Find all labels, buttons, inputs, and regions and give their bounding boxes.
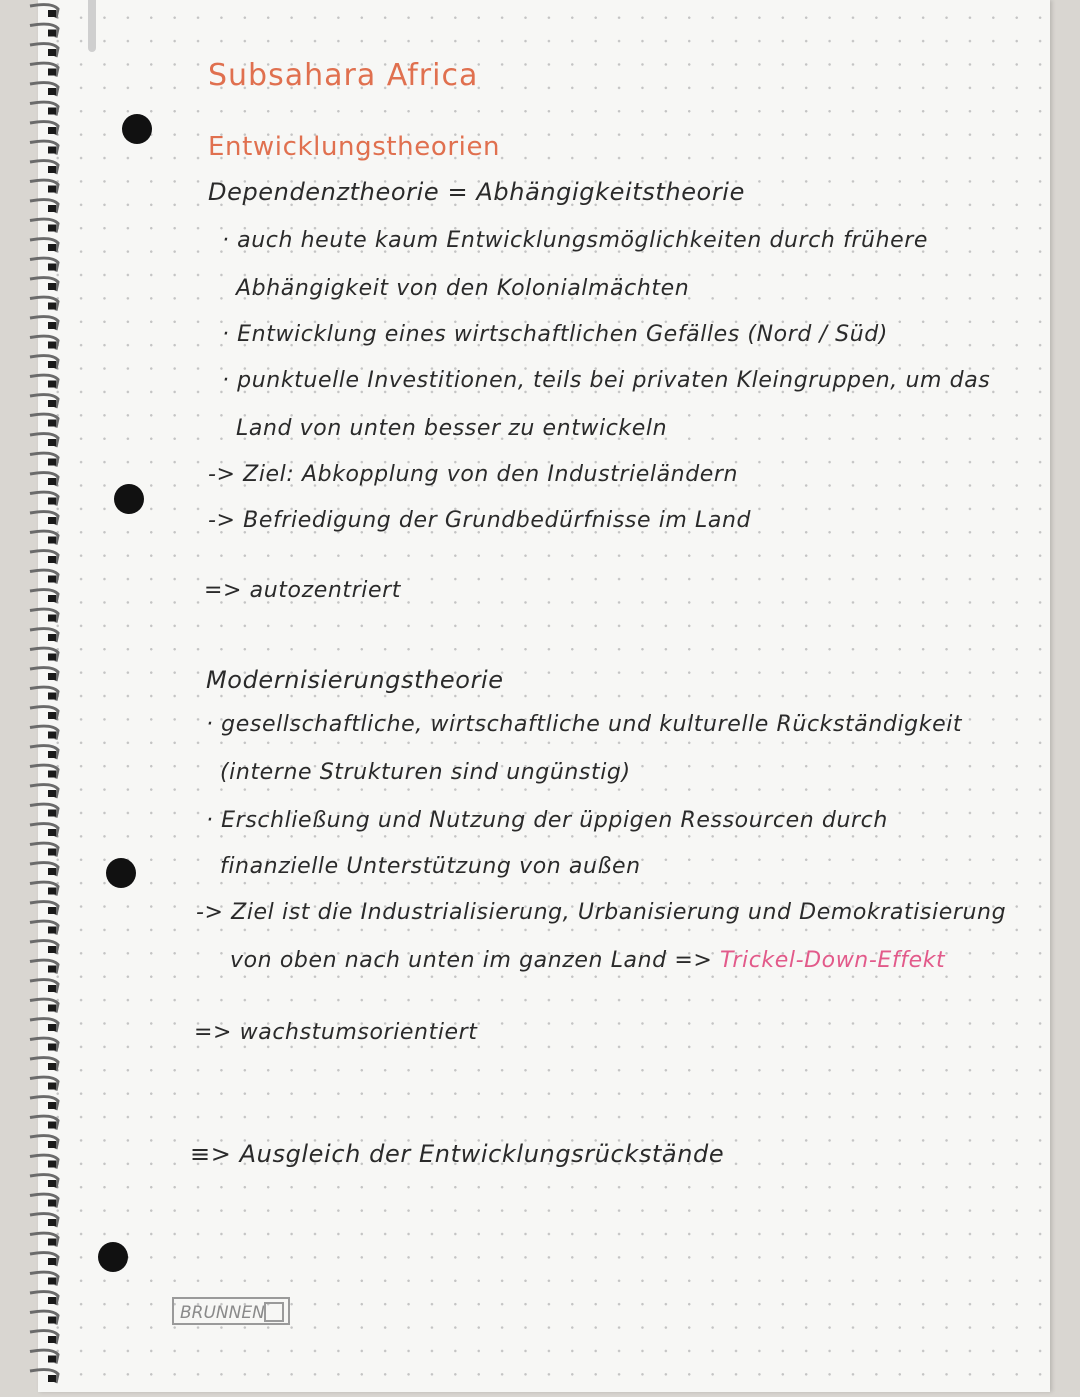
spiral-hole: [48, 1063, 56, 1070]
spiral-hole: [48, 810, 56, 817]
spiral-hole: [48, 1219, 56, 1226]
spiral-hole: [48, 1024, 56, 1031]
spiral-hole: [48, 322, 56, 329]
brand-name: BRUNNEN: [180, 1303, 265, 1323]
brand-icon: [264, 1302, 284, 1322]
punch-hole: [122, 114, 152, 144]
spiral-hole: [48, 205, 56, 212]
spiral-hole: [48, 556, 56, 563]
note-line: -> Befriedigung der Grundbedürfnisse im Land: [208, 508, 752, 533]
spiral-hole: [48, 459, 56, 466]
punch-hole: [98, 1242, 128, 1272]
spiral-hole: [48, 673, 56, 680]
spiral-hole: [48, 595, 56, 602]
spiral-hole: [48, 985, 56, 992]
spiral-hole: [48, 1180, 56, 1187]
spiral-hole: [48, 693, 56, 700]
note-line: -> Ziel ist die Industrialisierung, Urbanisierung und Demokratisierung: [196, 900, 1007, 925]
punch-hole: [106, 858, 136, 888]
spiral-hole: [48, 1122, 56, 1129]
spiral-hole: [48, 849, 56, 856]
spiral-hole: [48, 244, 56, 251]
spiral-hole: [48, 30, 56, 37]
spiral-hole: [48, 1239, 56, 1246]
page-tab: [88, 0, 96, 52]
spiral-hole: [48, 576, 56, 583]
notebook-page: [38, 0, 1050, 1392]
spiral-hole: [48, 108, 56, 115]
spiral-hole: [48, 829, 56, 836]
spiral-hole: [48, 69, 56, 76]
spiral-hole: [48, 1200, 56, 1207]
section-title: Entwicklungstheorien: [208, 132, 501, 162]
spiral-hole: [48, 1005, 56, 1012]
spiral-hole: [48, 1044, 56, 1051]
spiral-hole: [48, 1102, 56, 1109]
spiral-hole: [48, 732, 56, 739]
spiral-hole: [48, 498, 56, 505]
spiral-hole: [48, 1258, 56, 1265]
spiral-hole: [48, 1336, 56, 1343]
spiral-hole: [48, 517, 56, 524]
spiral-hole: [48, 1161, 56, 1168]
spiral-hole: [48, 927, 56, 934]
trickle-down-highlight: Trickel-Down-Effekt: [720, 948, 946, 973]
spiral-hole: [48, 1278, 56, 1285]
spiral-hole: [48, 771, 56, 778]
note-line: Land von unten besser zu entwickeln: [236, 416, 668, 441]
spiral-hole: [48, 712, 56, 719]
spiral-hole: [48, 127, 56, 134]
note-line: -> Ziel: Abkopplung von den Industrieländern: [208, 462, 739, 487]
note-line: (interne Strukturen sind ungünstig): [220, 760, 631, 785]
dependenz-conclusion: => autozentriert: [204, 578, 401, 603]
spiral-hole: [48, 634, 56, 641]
spiral-hole: [48, 49, 56, 56]
spiral-hole: [48, 283, 56, 290]
spiral-hole: [48, 1141, 56, 1148]
note-line-text: von oben nach unten im ganzen Land =>: [230, 948, 713, 973]
spiral-hole: [48, 166, 56, 173]
spiral-hole: [48, 147, 56, 154]
page-title: Subsahara Africa: [208, 58, 479, 93]
brand-logo: [172, 1297, 290, 1325]
spiral-hole: [48, 88, 56, 95]
spiral-hole: [48, 400, 56, 407]
spiral-hole: [48, 186, 56, 193]
spiral-hole: [48, 1083, 56, 1090]
modernisierung-conclusion: => wachstumsorientiert: [194, 1020, 478, 1045]
note-line: Abhängigkeit von den Kolonialmächten: [236, 276, 690, 301]
spiral-hole: [48, 342, 56, 349]
punch-hole: [114, 484, 144, 514]
spiral-hole: [48, 1317, 56, 1324]
spiral-hole: [48, 907, 56, 914]
spiral-hole: [48, 225, 56, 232]
note-line: · Erschließung und Nutzung der üppigen Ressourcen durch: [206, 808, 888, 833]
spiral-hole: [48, 537, 56, 544]
note-line: · Entwicklung eines wirtschaftlichen Gefälles (Nord / Süd): [222, 322, 888, 347]
spiral-hole: [48, 1297, 56, 1304]
spiral-hole: [48, 361, 56, 368]
note-line: [230, 948, 945, 973]
modernisierung-heading: Modernisierungstheorie: [206, 666, 504, 694]
spiral-hole: [48, 303, 56, 310]
spiral-hole: [48, 1356, 56, 1363]
spiral-hole: [48, 264, 56, 271]
note-line: finanzielle Unterstützung von außen: [220, 854, 641, 879]
spiral-hole: [48, 10, 56, 17]
spiral-hole: [48, 868, 56, 875]
spiral-hole: [48, 420, 56, 427]
spiral-hole: [48, 1375, 56, 1382]
spiral-hole: [48, 478, 56, 485]
note-line: · auch heute kaum Entwicklungsmöglichkeiten durch frühere: [222, 228, 929, 253]
spiral-hole: [48, 439, 56, 446]
final-conclusion: ≡> Ausgleich der Entwicklungsrückstände: [190, 1140, 725, 1168]
note-line: · gesellschaftliche, wirtschaftliche und kulturelle Rückständigkeit: [206, 712, 963, 737]
note-line: · punktuelle Investitionen, teils bei privaten Kleingruppen, um das: [222, 368, 991, 393]
spiral-hole: [48, 751, 56, 758]
dependenz-heading: Dependenztheorie = Abhängigkeitstheorie: [208, 178, 745, 206]
spiral-hole: [48, 615, 56, 622]
spiral-hole: [48, 654, 56, 661]
spiral-hole: [48, 381, 56, 388]
spiral-hole: [48, 790, 56, 797]
spiral-binding: [0, 0, 70, 1397]
spiral-hole: [48, 888, 56, 895]
spiral-hole: [48, 966, 56, 973]
spiral-hole: [48, 946, 56, 953]
